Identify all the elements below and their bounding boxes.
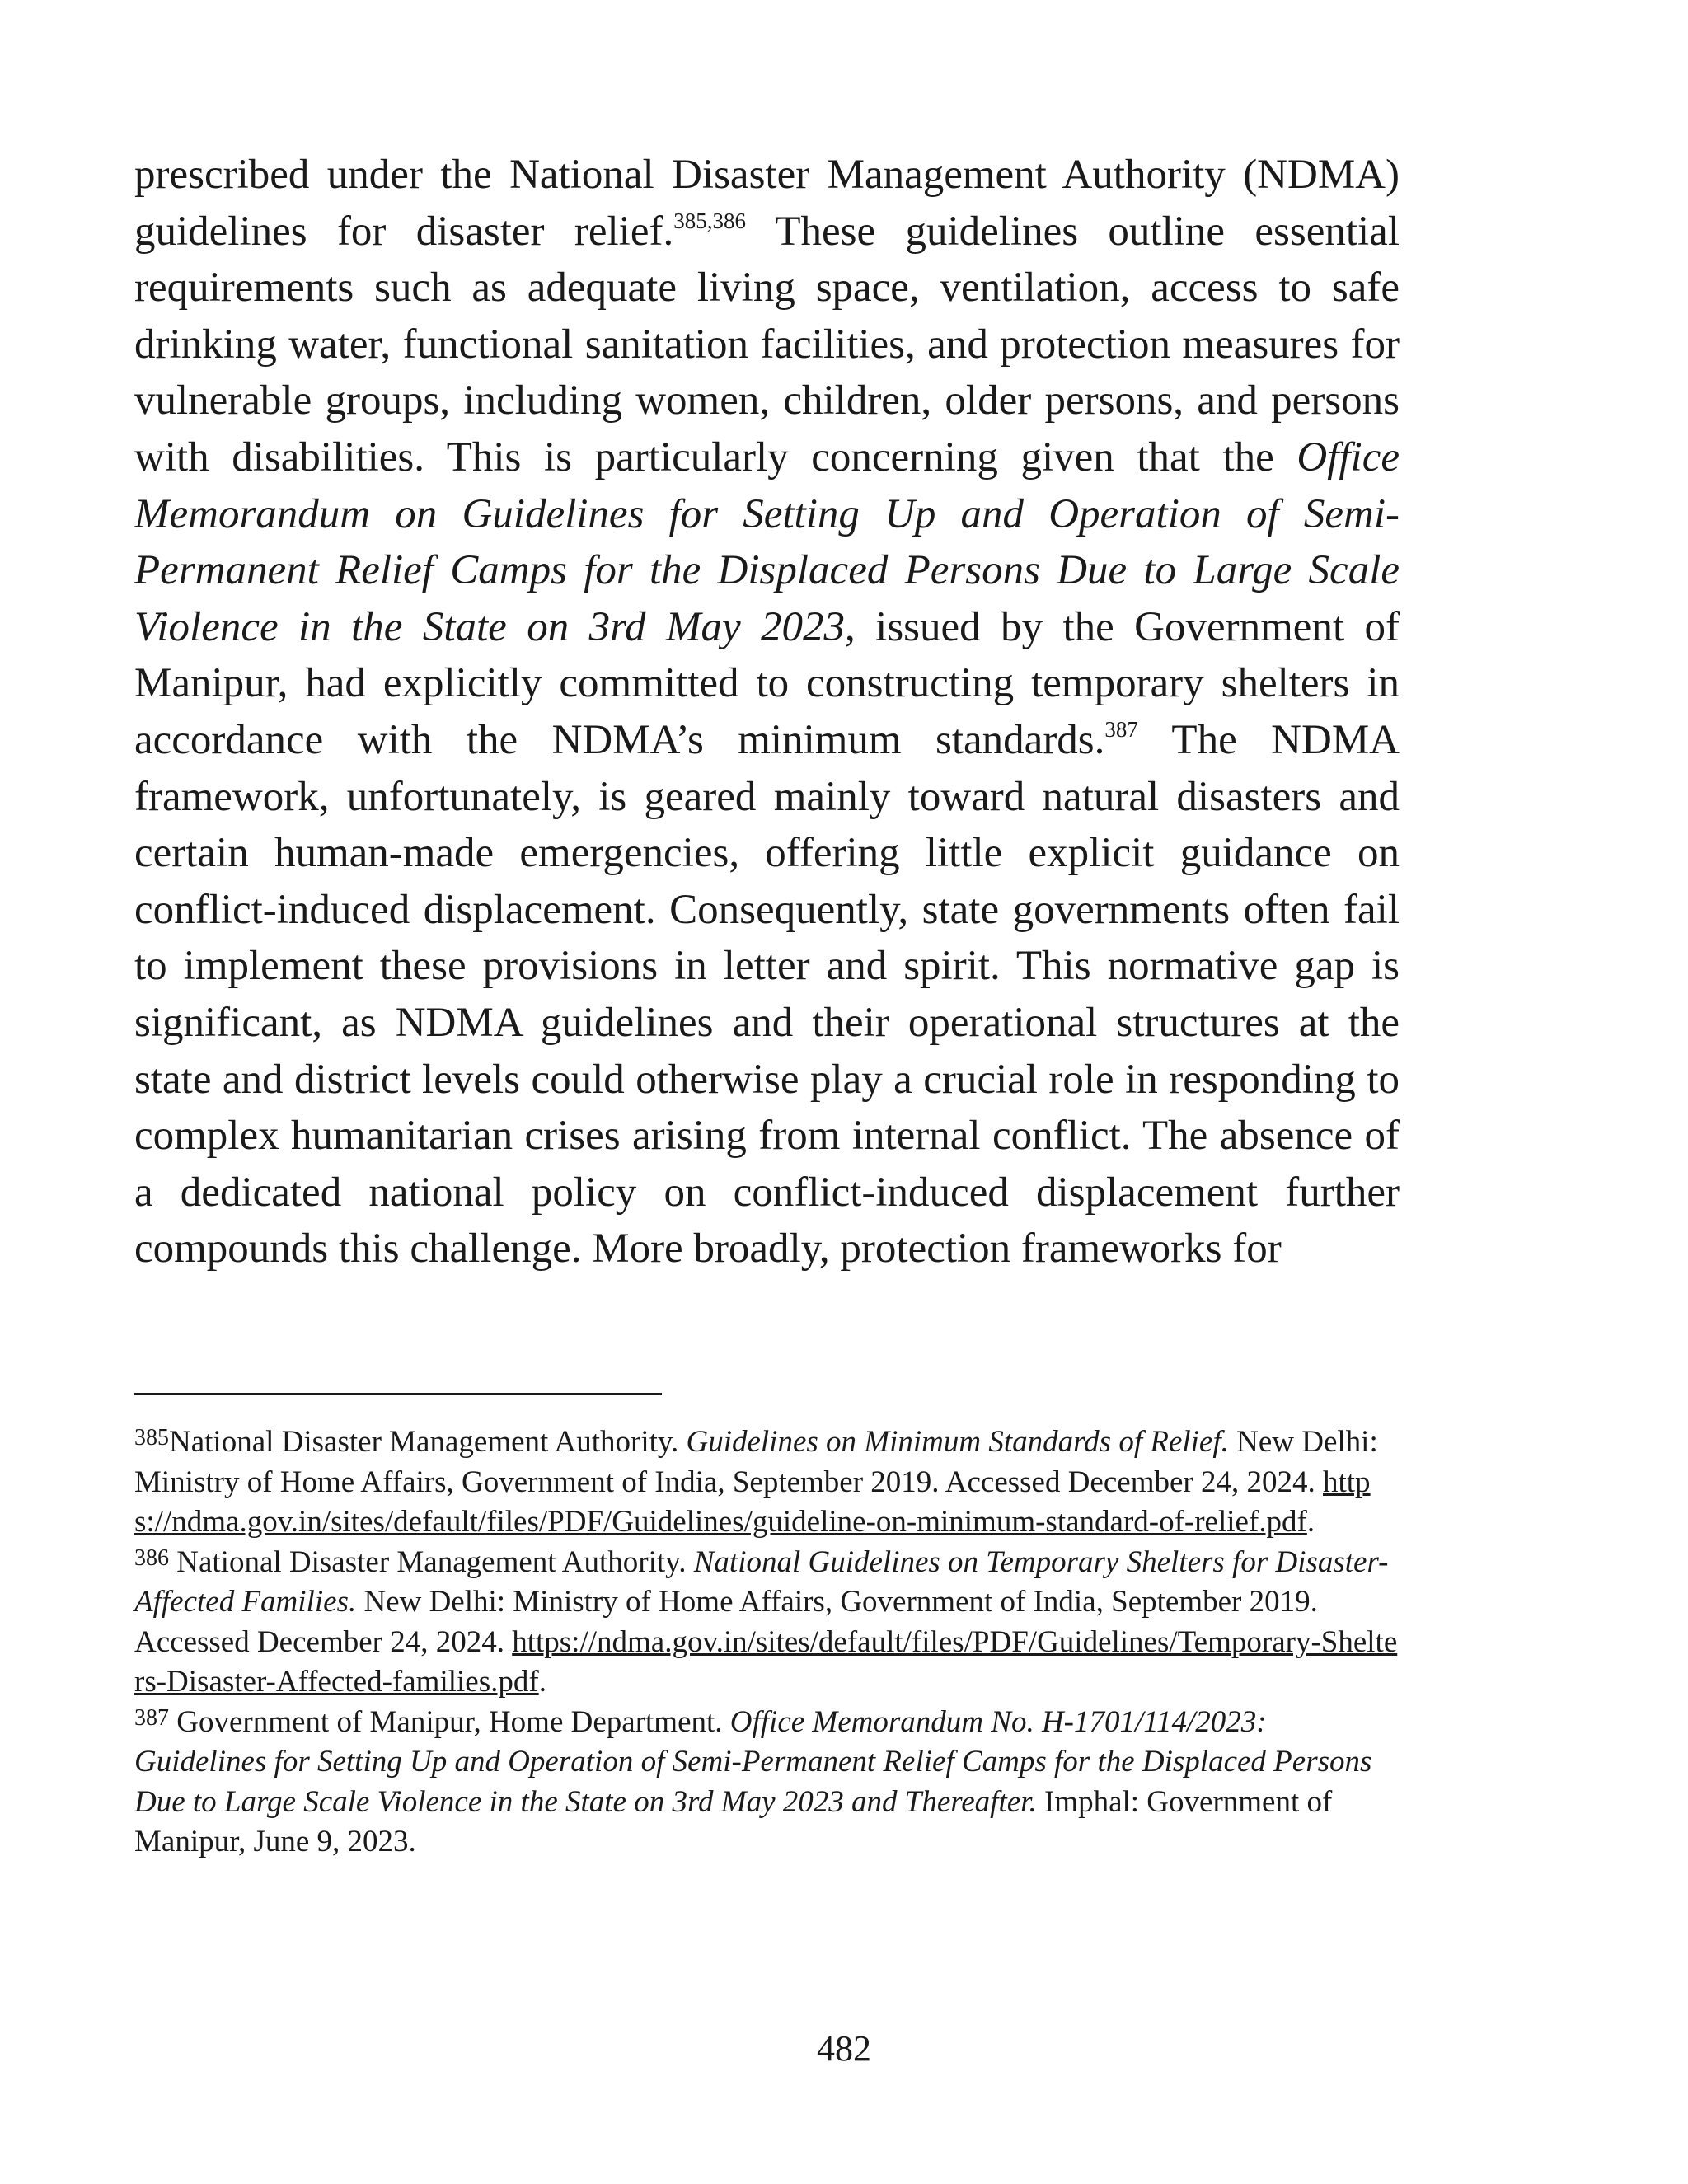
footnote-end: . (538, 1665, 546, 1699)
body-text-segment: The NDMA framework, unfortunately, is geared mainly toward natural disasters and certain human-made emergencies, offering little explicit guidance on conflict-induced displacement. Consequently, state governments often fail to implement these provisions in letter and spirit. This normative gap is significant, as NDMA guidelines and their operational structures at the state and district levels could otherwise play a crucial role in responding to complex humanitarian crises arising from internal conflict. The absence of a dedicated national policy on conflict-induced displacement further compounds this challenge. More broadly, protection frameworks for (134, 716, 1400, 1272)
footnote-author: National Disaster Management Authority. (169, 1544, 694, 1579)
footnotes-section (134, 1422, 1400, 1863)
footnote-link[interactable]: https://ndma.gov.in/sites/default/files/PDF/Guidelines/guideline-on-minimum-standard-of-relief.pdf (134, 1465, 1371, 1539)
page-number: 482 (817, 2028, 871, 2069)
footnote-details: New Delhi: Ministry of Home Affairs, Government of India, September 2019. Accessed December 24, 2024. (134, 1425, 1378, 1499)
body-text-segment: prescribed under the National Disaster Management Authority (NDMA) guidelines for disaster relief. (134, 152, 1400, 255)
footnote-385 (134, 1422, 1400, 1543)
footnote-author: National Disaster Management Authority. (169, 1425, 687, 1459)
footnote-number: 386 (134, 1544, 169, 1571)
footnote-end: . (1306, 1505, 1315, 1539)
footnote-details: Imphal: Government of Manipur, June 9, 2023. (134, 1784, 1333, 1858)
memorandum-title: Office Memorandum on Guidelines for Setting Up and Operation of Semi-Permanent Relief Camps for the Displaced Persons Due to Large Scale Violence in the State on 3rd May 2023 (134, 434, 1400, 650)
footnote-separator (134, 1393, 662, 1395)
footnote-details: New Delhi: Ministry of Home Affairs, Government of India, September 2019. Accessed December 24, 2024. (134, 1585, 1318, 1659)
footnote-author: Government of Manipur, Home Department. (169, 1704, 730, 1739)
body-paragraph (134, 147, 1400, 1277)
footnote-title: Guidelines on Minimum Standards of Relief. (686, 1425, 1229, 1459)
footnote-number: 385 (134, 1425, 169, 1451)
footnote-number: 387 (134, 1704, 169, 1731)
footnote-ref-385-386[interactable]: 385,386 (673, 208, 746, 233)
footnote-title: National Guidelines on Temporary Shelters for Disaster-Affected Families. (134, 1544, 1389, 1619)
footnote-386 (134, 1543, 1400, 1703)
footnote-ref-387[interactable]: 387 (1104, 716, 1138, 742)
footnote-387 (134, 1703, 1400, 1863)
body-text-segment: , issued by the Government of Manipur, had explicitly committed to constructing temporary shelters in accordance with the NDMA’s minimum standards. (134, 603, 1400, 763)
body-text-segment: These guidelines outline essential requirements such as adequate living space, ventilation, access to safe drinking water, functional sanitation facilities, and protection measures for vulnerable groups, including women, children, older persons, and persons with disabilities. This is particularly concerning given that the (134, 208, 1400, 480)
footnote-link[interactable]: https://ndma.gov.in/sites/default/files/PDF/Guidelines/Temporary-Shelters-Disaster-Affected-families.pdf (134, 1624, 1398, 1699)
footnote-title: Office Memorandum No. H-1701/114/2023: Guidelines for Setting Up and Operation of Semi-Permanent Relief Camps for the Displaced Persons Due to Large Scale Violence in the State on 3rd May 2023 and Thereafter. (134, 1704, 1372, 1819)
